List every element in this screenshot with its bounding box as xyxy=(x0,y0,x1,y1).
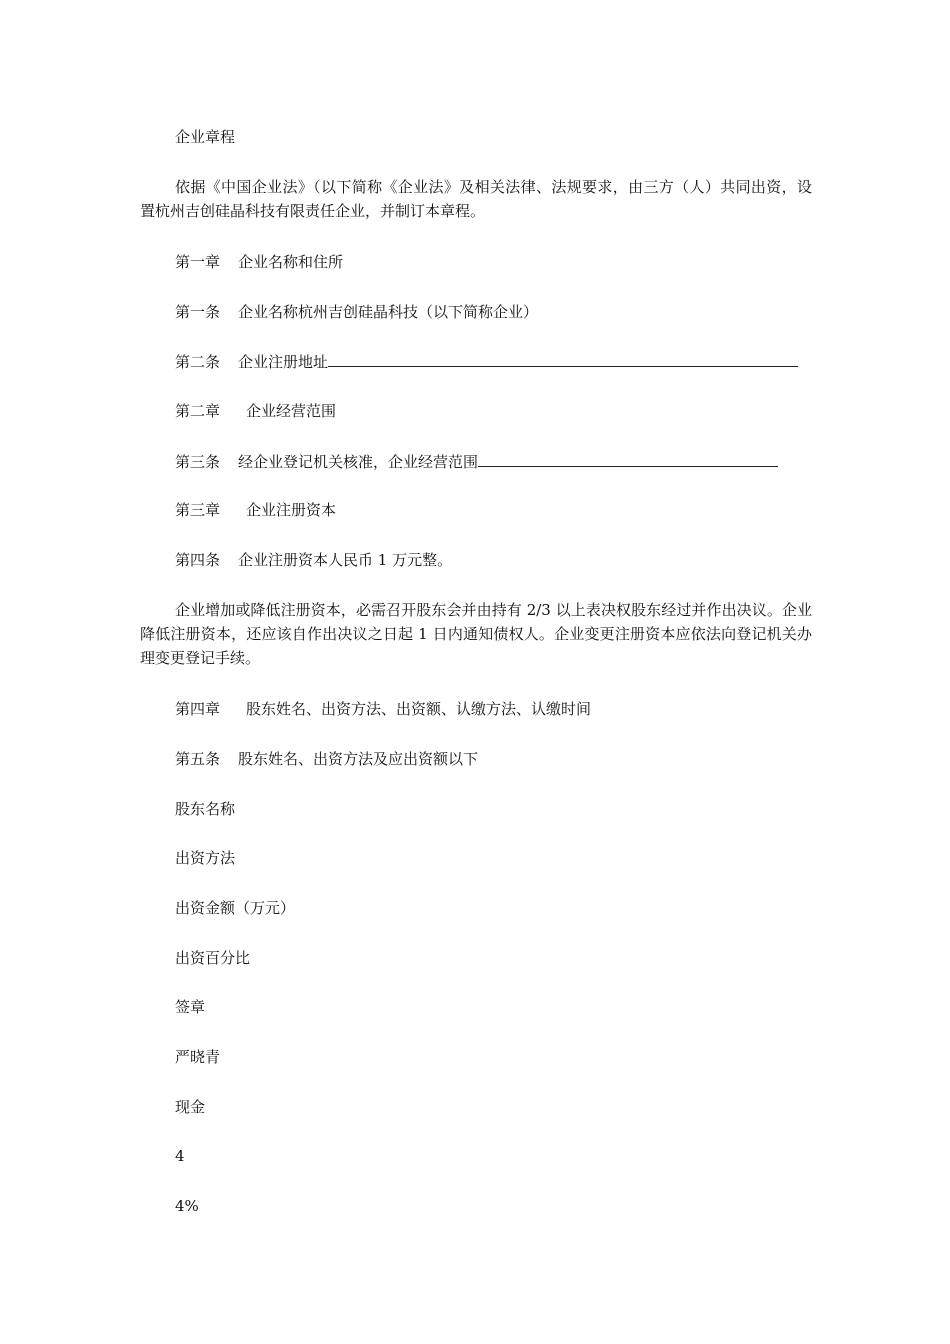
chapter-1-heading xyxy=(175,250,343,274)
article-4 xyxy=(175,548,452,572)
capital-change-paragraph: 企业增加或降低注册资本，必需召开股东会并由持有 2/3 以上表决权股东经过并作出决议。企业降低注册资本，还应该自作出决议之日起 1 日内通知债权人。企业变更注册资本应依法向登记机关办理变更登记手续。 xyxy=(140,601,812,667)
article-1-label: 第一条 xyxy=(175,303,221,321)
article-2-text: 企业注册地址 xyxy=(238,353,329,371)
article-2-label: 第二条 xyxy=(175,353,221,371)
chapter-4-heading xyxy=(175,697,591,721)
document-title: 企业章程 xyxy=(175,128,236,146)
table-header-method: 出资方法 xyxy=(175,849,236,867)
shareholder-percent: 4% xyxy=(175,1197,199,1215)
chapter-1-label: 第一章 xyxy=(175,253,221,271)
table-header-signature: 签章 xyxy=(175,998,206,1016)
chapter-2-heading xyxy=(175,399,336,423)
chapter-3-title: 企业注册资本 xyxy=(246,501,337,519)
article-4-text: 企业注册资本人民币 1 万元整。 xyxy=(238,551,453,569)
article-2 xyxy=(175,349,798,374)
table-header-amount: 出资金额（万元） xyxy=(175,899,296,917)
shareholder-amount: 4 xyxy=(175,1147,185,1165)
article-1 xyxy=(175,300,538,324)
chapter-4-label: 第四章 xyxy=(175,700,221,718)
chapter-1-title: 企业名称和住所 xyxy=(238,253,344,271)
article-5-label: 第五条 xyxy=(175,750,221,768)
chapter-3-label: 第三章 xyxy=(175,501,221,519)
chapter-2-label: 第二章 xyxy=(175,402,221,420)
chapter-2-title: 企业经营范围 xyxy=(246,402,337,420)
article-5-text: 股东姓名、出资方法及应出资额以下 xyxy=(238,750,479,768)
shareholder-method: 现金 xyxy=(175,1098,206,1116)
article-1-text: 企业名称杭州吉创硅晶科技（以下简称企业） xyxy=(238,303,539,321)
article-3 xyxy=(175,449,778,474)
article-3-label: 第三条 xyxy=(175,453,221,471)
chapter-4-title: 股东姓名、出资方法、出资额、认缴方法、认缴时间 xyxy=(246,700,592,718)
shareholder-name: 严晓青 xyxy=(175,1048,221,1066)
business-scope-blank-line xyxy=(478,449,778,467)
article-3-text: 经企业登记机关核准，企业经营范围 xyxy=(238,453,479,471)
article-4-label: 第四条 xyxy=(175,551,221,569)
table-header-name: 股东名称 xyxy=(175,800,236,818)
chapter-3-heading xyxy=(175,498,336,522)
article-5 xyxy=(175,747,478,771)
intro-paragraph: 依据《中国企业法》（以下简称《企业法》及相关法律、法规要求，由三方（人）共同出资，设置杭州吉创硅晶科技有限责任企业，并制订本章程。 xyxy=(140,178,812,220)
table-header-percent: 出资百分比 xyxy=(175,949,251,967)
address-blank-line xyxy=(328,349,798,367)
